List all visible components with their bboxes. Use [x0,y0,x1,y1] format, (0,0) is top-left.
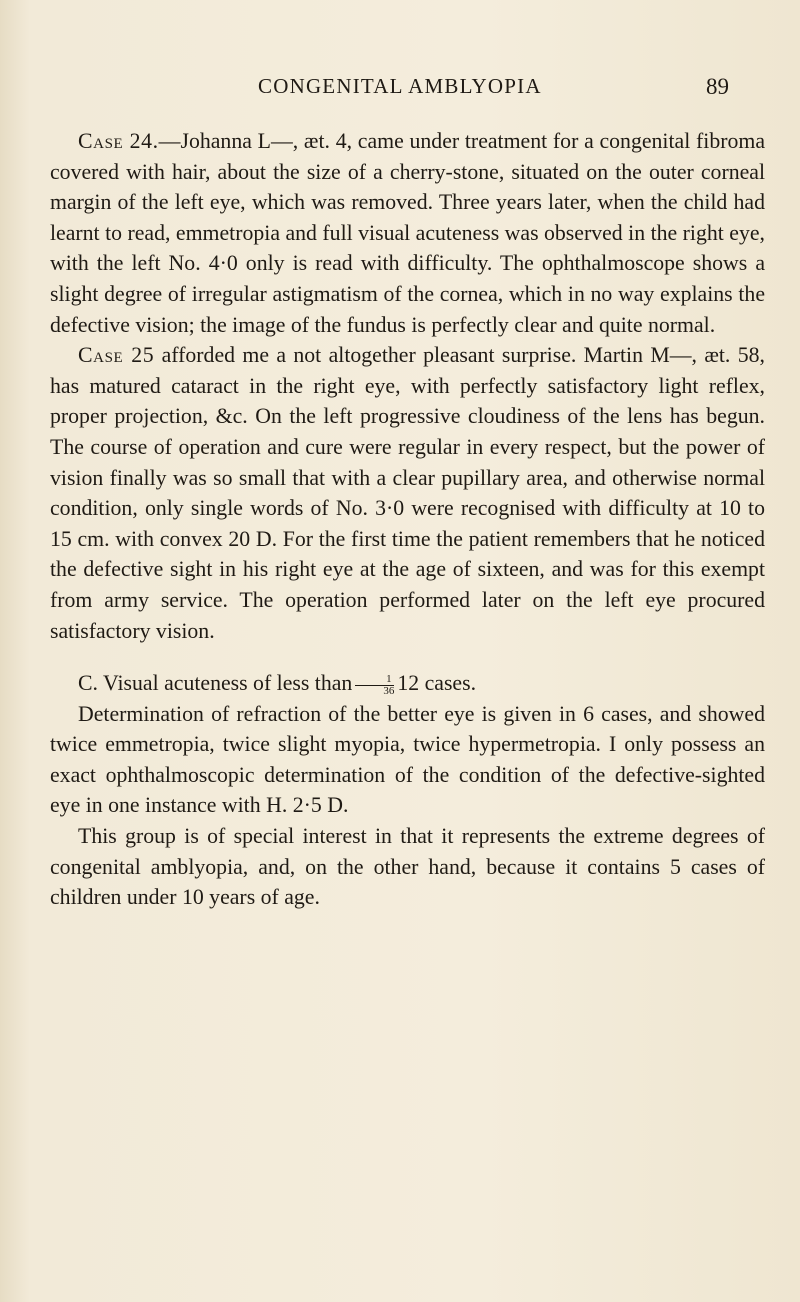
refraction-paragraph: Determination of refraction of the better eye is given in 6 cases, and showed twice emmetropia, twice slight myopia, twice hypermetropia. I only possess an exact ophthalmoscopic determination of the condition of the defective-sighted eye in one instance with H. 2·5 D. [50,701,765,818]
page-body [50,126,765,913]
group-interest-paragraph: This group is of special interest in that it represents the extreme degrees of congenital amblyopia, and, on the other hand, because it contains 5 cases of children under 10 years of age. [50,824,765,910]
case-24-paragraph [50,126,765,340]
fraction-numerator: 1 [355,674,394,686]
section-spacer [50,646,765,668]
page-header [0,74,800,104]
running-title: CONGENITAL AMBLYOPIA [258,74,542,98]
case-24-label: Case 24. [78,129,159,153]
fraction-one-thirty-sixth [355,674,394,697]
section-c-heading-before: C. Visual acuteness of less than [78,671,353,696]
case-24-text: —Johanna L—, æt. 4, came under treatment for a congenital fibroma covered with hair, about the size of a cherry-stone, situated on the outer corneal margin of the left eye, which was removed. Three years later, when the child had learnt to read, emmetropia and full visual acuteness was observed in the right eye, with the left No. 4·0 only is read with difficulty. The ophthalmoscope shows a slight degree of irregular astigmatism of the cornea, which in no way explains the defective vision; the image of the fundus is perfectly clear and quite normal. [50,129,766,337]
case-25-label: Case 25 [78,343,155,368]
page-number: 89 [706,74,729,99]
case-25-text: afforded me a not altogether pleasant surprise. Martin M—, æt. 58, has matured cataract in the right eye, with perfectly satisfactory light reflex, proper projection, &c. On the left progressive cloudiness of the lens has begun. The course of operation and cure were regular in every respect, but the power of vision finally was so small that with a clear pupillary area, and otherwise normal condition, only single words of No. 3·0 were recognised with difficulty at 10 to 15 cm. with convex 20 D. For the first time the patient remembers that he noticed the defective sight in his right eye at the age of sixteen, and was for this exempt from army service. The operation performed later on the left eye procured satisfactory vision. [50,343,765,643]
fraction-denominator: 36 [383,684,395,697]
section-c-heading-after: 12 cases. [397,671,477,696]
case-25-paragraph [50,340,765,646]
section-c-heading [50,668,765,699]
